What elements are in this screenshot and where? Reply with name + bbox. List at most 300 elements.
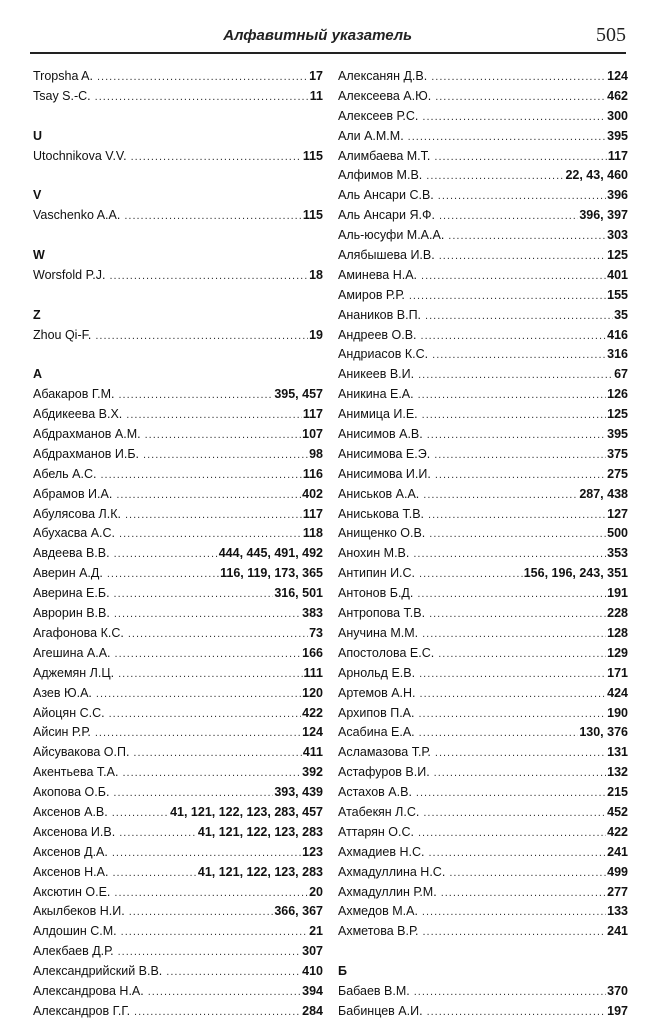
- index-entry: [338, 107, 628, 127]
- author-name: Ахмедов М.А.: [338, 904, 418, 919]
- page-references: 125: [607, 407, 628, 422]
- dot-leader: [148, 983, 301, 1002]
- dot-leader: [435, 744, 606, 763]
- author-name: Акылбеков Н.И.: [33, 904, 125, 919]
- page-references: 422: [607, 824, 628, 839]
- author-name: Амиров Р.Р.: [338, 287, 405, 302]
- section-letter: Z: [33, 307, 41, 322]
- dot-leader: [107, 565, 219, 584]
- dot-leader: [95, 88, 309, 107]
- index-entry: [33, 326, 323, 346]
- index-entry: [338, 306, 628, 326]
- index-entry: [338, 226, 628, 246]
- dot-leader: [422, 625, 606, 644]
- index-entry: [33, 87, 323, 107]
- index-entry: [338, 266, 628, 286]
- index-entry: [33, 604, 323, 624]
- page-references: 394: [302, 983, 323, 998]
- dot-leader: [126, 406, 302, 425]
- page-references: 117: [302, 506, 323, 521]
- author-name: Ахмадиев Н.С.: [338, 844, 425, 859]
- author-name: Апостолова Е.С.: [338, 645, 435, 660]
- index-entry: [338, 485, 628, 505]
- index-entry: [33, 644, 323, 664]
- dot-leader: [419, 665, 606, 684]
- page-references: 444, 445, 491, 492: [218, 546, 323, 561]
- page-references: 396, 397: [579, 208, 628, 223]
- dot-leader: [125, 506, 302, 525]
- page-references: 191: [607, 586, 628, 601]
- index-entry: [33, 67, 323, 87]
- index-entry: [338, 624, 628, 644]
- index-entry: [33, 405, 323, 425]
- author-name: Аниськов А.А.: [338, 486, 420, 501]
- index-entry: [338, 704, 628, 724]
- dot-leader: [423, 804, 606, 823]
- index-entry: [338, 385, 628, 405]
- page-references: 117: [607, 148, 628, 163]
- index-entry: [338, 505, 628, 525]
- author-name: Архипов П.А.: [338, 705, 415, 720]
- dot-leader: [426, 167, 564, 186]
- page-references: 73: [309, 625, 323, 640]
- index-entry: [338, 604, 628, 624]
- index-entry: [338, 87, 628, 107]
- page-references: 190: [607, 705, 628, 720]
- index-entry: [33, 982, 323, 1002]
- index-entry: [338, 883, 628, 903]
- section-spacer: [338, 942, 628, 962]
- index-entry: [33, 843, 323, 863]
- dot-leader: [420, 685, 607, 704]
- author-name: Аксенов Н.А.: [33, 864, 109, 879]
- section-spacer: [33, 226, 323, 246]
- author-name: Антипин И.С.: [338, 566, 416, 581]
- dot-leader: [114, 605, 301, 624]
- dot-leader: [95, 327, 308, 346]
- page-references: 353: [607, 546, 628, 561]
- page-references: 17: [309, 69, 323, 83]
- dot-leader: [109, 705, 302, 724]
- index-entry: [33, 624, 323, 644]
- page-references: 411: [302, 745, 323, 760]
- page-references: 307: [302, 944, 323, 959]
- page-references: 277: [607, 884, 628, 899]
- author-name: Аникеев В.И.: [338, 367, 415, 382]
- index-entry: [338, 127, 628, 147]
- author-name: Атабекян Л.С.: [338, 804, 420, 819]
- dot-leader: [416, 784, 606, 803]
- page-references: 462: [607, 88, 628, 103]
- page-references: 130, 376: [579, 725, 628, 740]
- dot-leader: [129, 903, 274, 922]
- dot-leader: [128, 625, 308, 644]
- section-spacer: [33, 345, 323, 365]
- index-entry: [33, 564, 323, 584]
- author-name: Аксенова И.В.: [33, 824, 116, 839]
- page-references: 303: [607, 228, 628, 243]
- author-name: Анучина М.М.: [338, 625, 419, 640]
- author-name: Utochnikova V.V.: [33, 148, 127, 163]
- section-spacer: [33, 166, 323, 186]
- dot-leader: [418, 705, 606, 724]
- index-entry: [33, 544, 323, 564]
- dot-leader: [421, 327, 607, 346]
- index-entry: [338, 863, 628, 883]
- author-name: Анохин М.В.: [338, 546, 410, 561]
- section-letter: V: [33, 188, 42, 203]
- dot-leader: [145, 426, 302, 445]
- page-references: 18: [309, 267, 323, 282]
- index-entry: [338, 743, 628, 763]
- dot-leader: [449, 864, 606, 883]
- page-references: 155: [607, 287, 628, 302]
- author-name: Tsay S.-C.: [33, 88, 91, 103]
- author-name: Аникина Е.А.: [338, 387, 414, 402]
- page-references: 402: [302, 486, 323, 501]
- index-entry: [338, 982, 628, 1002]
- dot-leader: [422, 406, 606, 425]
- index-entry: [33, 803, 323, 823]
- dot-leader: [124, 207, 302, 226]
- page-references: 128: [607, 625, 628, 640]
- author-name: Аминева Н.А.: [338, 267, 418, 282]
- author-name: Абдрахманов И.Б.: [33, 446, 140, 461]
- page-references: 124: [302, 725, 323, 740]
- dot-leader: [422, 923, 606, 942]
- dot-leader: [113, 784, 273, 803]
- author-name: Андриасов К.С.: [338, 347, 429, 362]
- page-references: 375: [607, 446, 628, 461]
- index-entry: [33, 823, 323, 843]
- page-references: 117: [302, 407, 323, 422]
- dot-leader: [428, 844, 606, 863]
- index-column-right: [338, 67, 628, 1022]
- page-references: 19: [309, 327, 323, 342]
- index-entry: [338, 564, 628, 584]
- dot-leader: [432, 346, 606, 365]
- page-references: 20: [309, 884, 323, 899]
- author-name: Аль Ансари Я.Ф.: [338, 208, 435, 223]
- dot-leader: [419, 724, 579, 743]
- author-name: Анисимов А.В.: [338, 427, 423, 442]
- page-references: 118: [302, 526, 323, 541]
- section-letter: А: [33, 367, 43, 382]
- page-references: 401: [607, 267, 628, 282]
- index-entry: [338, 186, 628, 206]
- author-name: Zhou Qi-F.: [33, 327, 92, 342]
- dot-leader: [427, 426, 606, 445]
- author-name: Айсин Р.Р.: [33, 725, 91, 740]
- dot-leader: [435, 466, 606, 485]
- dot-leader: [134, 1003, 301, 1022]
- index-entry: [338, 246, 628, 266]
- page-references: 120: [302, 685, 323, 700]
- index-entry: [33, 266, 323, 286]
- author-name: Аврорин В.В.: [33, 606, 110, 621]
- page-references: 316, 501: [274, 586, 323, 601]
- author-name: Аль Ансари С.В.: [338, 188, 434, 203]
- dot-leader: [423, 486, 578, 505]
- author-name: Агешина А.А.: [33, 645, 111, 660]
- dot-leader: [431, 68, 606, 87]
- page-references: 300: [607, 108, 628, 123]
- dot-leader: [114, 884, 308, 903]
- author-name: Абдрахманов А.М.: [33, 427, 141, 442]
- dot-leader: [427, 1003, 607, 1022]
- dot-leader: [122, 764, 301, 783]
- index-entry: [33, 385, 323, 405]
- author-name: Антропова Т.В.: [338, 606, 426, 621]
- dot-leader: [112, 804, 169, 823]
- dot-leader: [131, 148, 302, 167]
- page-references: 131: [607, 745, 628, 760]
- author-name: Анимица И.Е.: [338, 407, 418, 422]
- author-name: Астафуров В.И.: [338, 765, 430, 780]
- author-name: Бабинцев А.И.: [338, 1003, 423, 1018]
- author-name: Алексеева А.Ю.: [338, 88, 432, 103]
- dot-leader: [418, 386, 607, 405]
- dot-leader: [434, 148, 606, 167]
- section-letter: W: [33, 248, 45, 263]
- dot-leader: [110, 267, 309, 286]
- page-references: 287, 438: [579, 486, 628, 501]
- author-name: Аверина Е.Б.: [33, 586, 110, 601]
- page-references: 316: [607, 347, 628, 362]
- page-references: 499: [607, 864, 628, 879]
- author-name: Александров Г.Г.: [33, 1003, 131, 1018]
- page-references: 452: [607, 804, 628, 819]
- author-name: Алекбаев Д.Р.: [33, 944, 114, 959]
- page-references: 124: [607, 69, 628, 83]
- page-references: 171: [607, 665, 628, 680]
- author-name: Аксютин О.Е.: [33, 884, 111, 899]
- page-references: 127: [607, 506, 628, 521]
- page-references: 395: [607, 128, 628, 143]
- author-name: Worsfold P.J.: [33, 267, 106, 282]
- dot-leader: [119, 824, 197, 843]
- page-references: 393, 439: [274, 785, 323, 800]
- index-entry: [33, 883, 323, 903]
- page-references: 228: [607, 606, 628, 621]
- dot-leader: [434, 446, 606, 465]
- author-name: Анисимова И.И.: [338, 466, 431, 481]
- dot-leader: [438, 187, 606, 206]
- dot-leader: [418, 366, 613, 385]
- index-entry: [338, 783, 628, 803]
- dot-leader: [439, 247, 606, 266]
- index-entry: [338, 684, 628, 704]
- author-name: Алексанян Д.В.: [338, 69, 428, 83]
- author-name: Асабина Е.А.: [338, 725, 415, 740]
- index-entry: [33, 863, 323, 883]
- index-entry: [33, 763, 323, 783]
- dot-leader: [422, 903, 606, 922]
- author-name: Tropsha A.: [33, 69, 93, 83]
- page-references: 115: [302, 208, 323, 223]
- page-references: 241: [607, 844, 628, 859]
- dot-leader: [448, 227, 606, 246]
- dot-leader: [434, 764, 606, 783]
- index-entry: [338, 425, 628, 445]
- index-entry: [338, 803, 628, 823]
- page-references: 422: [302, 705, 323, 720]
- index-entry: [33, 1002, 323, 1022]
- dot-leader: [429, 605, 606, 624]
- index-entry: [338, 405, 628, 425]
- dot-leader: [409, 287, 606, 306]
- index-entry: [33, 783, 323, 803]
- page-references: 22, 43, 460: [565, 168, 628, 183]
- page-references: 116, 119, 173, 365: [220, 566, 323, 581]
- page-references: 197: [607, 1003, 628, 1018]
- index-entry: [338, 445, 628, 465]
- page-references: 284: [302, 1003, 323, 1018]
- page-references: 215: [607, 785, 628, 800]
- dot-leader: [414, 983, 606, 1002]
- dot-leader: [97, 68, 308, 87]
- index-entry: [33, 524, 323, 544]
- dot-leader: [408, 128, 606, 147]
- index-entry: [338, 823, 628, 843]
- author-name: Аксенов А.В.: [33, 804, 108, 819]
- dot-leader: [439, 207, 578, 226]
- page-header: [30, 24, 626, 54]
- page-references: 125: [607, 248, 628, 263]
- index-entry: [33, 962, 323, 982]
- dot-leader: [114, 585, 274, 604]
- index-entry: [33, 902, 323, 922]
- page-references: 500: [607, 526, 628, 541]
- page-references: 383: [302, 606, 323, 621]
- author-name: Авдеева В.В.: [33, 546, 110, 561]
- index-entry: [33, 723, 323, 743]
- author-name: Арнольд Е.В.: [338, 665, 416, 680]
- dot-leader: [166, 963, 301, 982]
- author-name: Аль-юсуфи М.А.А.: [338, 228, 445, 243]
- dot-leader: [419, 565, 523, 584]
- index-entry: [33, 465, 323, 485]
- dot-leader: [100, 466, 301, 485]
- page-references: 21: [309, 924, 323, 939]
- dot-leader: [118, 665, 302, 684]
- author-name: Асламазова Т.Р.: [338, 745, 431, 760]
- page-references: 275: [607, 466, 628, 481]
- index-column-left: [33, 67, 323, 1022]
- index-entry: [338, 524, 628, 544]
- author-name: Аверин А.Д.: [33, 566, 103, 581]
- index-entry: [33, 743, 323, 763]
- index-entry: [33, 206, 323, 226]
- author-name: Айсувакова О.П.: [33, 745, 130, 760]
- author-name: Абель А.С.: [33, 466, 97, 481]
- index-entry: [338, 644, 628, 664]
- page-references: 35: [614, 307, 628, 322]
- page-references: 115: [302, 148, 323, 163]
- index-entry: [338, 584, 628, 604]
- index-entry: [338, 1002, 628, 1022]
- index-entry: [33, 704, 323, 724]
- author-name: Астахов А.В.: [338, 785, 412, 800]
- index-entry: [338, 67, 628, 87]
- index-entry: [33, 684, 323, 704]
- dot-leader: [119, 525, 302, 544]
- author-name: Ахмадуллин Р.М.: [338, 884, 437, 899]
- dot-leader: [413, 545, 606, 564]
- index-entry: [338, 147, 628, 167]
- author-name: Алексеев Р.С.: [338, 108, 419, 123]
- dot-leader: [428, 506, 606, 525]
- page-references: 370: [607, 983, 628, 998]
- page-references: 241: [607, 924, 628, 939]
- page-references: 107: [302, 427, 323, 442]
- page-references: 133: [607, 904, 628, 919]
- page-references: 410: [302, 964, 323, 979]
- author-name: Абакаров Г.М.: [33, 387, 115, 402]
- author-name: Акопова О.Б.: [33, 785, 110, 800]
- author-name: Артемов А.Н.: [338, 685, 416, 700]
- index-entry: [33, 942, 323, 962]
- author-name: Азев Ю.А.: [33, 685, 92, 700]
- page-references: 41, 121, 122, 123, 283: [197, 864, 323, 879]
- index-entry: [33, 505, 323, 525]
- page-references: 366, 367: [274, 904, 323, 919]
- dot-leader: [118, 943, 302, 962]
- page-references: 132: [607, 765, 628, 780]
- index-entry: [33, 485, 323, 505]
- dot-leader: [116, 486, 301, 505]
- author-name: Аниськова Т.В.: [338, 506, 425, 521]
- page-references: 41, 121, 122, 123, 283, 457: [170, 804, 323, 819]
- index-entry: [33, 922, 323, 942]
- dot-leader: [96, 685, 301, 704]
- page-references: 98: [309, 446, 323, 461]
- page-references: 129: [607, 645, 628, 660]
- author-name: Бабаев В.М.: [338, 983, 410, 998]
- page-references: 111: [303, 665, 323, 680]
- author-name: Александрова Н.А.: [33, 983, 144, 998]
- author-name: Антонов Б.Д.: [338, 586, 414, 601]
- author-name: Аттарян О.С.: [338, 824, 414, 839]
- dot-leader: [121, 923, 308, 942]
- author-name: Аксенов Д.А.: [33, 844, 108, 859]
- author-name: Акентьева Т.А.: [33, 765, 119, 780]
- running-title: Алфавитный указатель: [223, 27, 412, 44]
- page-references: 123: [302, 844, 323, 859]
- author-name: Абухасва А.С.: [33, 526, 116, 541]
- index-entry: [338, 664, 628, 684]
- dot-leader: [421, 267, 606, 286]
- index-entry: [338, 922, 628, 942]
- page-references: 392: [302, 765, 323, 780]
- author-name: Аджемян Л.Ц.: [33, 665, 115, 680]
- page-references: 395, 457: [274, 387, 323, 402]
- author-name: Агафонова К.С.: [33, 625, 124, 640]
- page-references: 166: [302, 645, 323, 660]
- dot-leader: [118, 386, 273, 405]
- index-entry: [338, 206, 628, 226]
- author-name: Александрийский В.В.: [33, 964, 163, 979]
- page-references: 396: [607, 188, 628, 203]
- page-number: 505: [596, 24, 626, 46]
- index-entry: [338, 843, 628, 863]
- index-entry: [338, 723, 628, 743]
- index-entry: [33, 664, 323, 684]
- author-name: Али А.М.М.: [338, 128, 404, 143]
- dot-leader: [429, 525, 606, 544]
- index-entry: [338, 345, 628, 365]
- author-name: Анаников В.П.: [338, 307, 422, 322]
